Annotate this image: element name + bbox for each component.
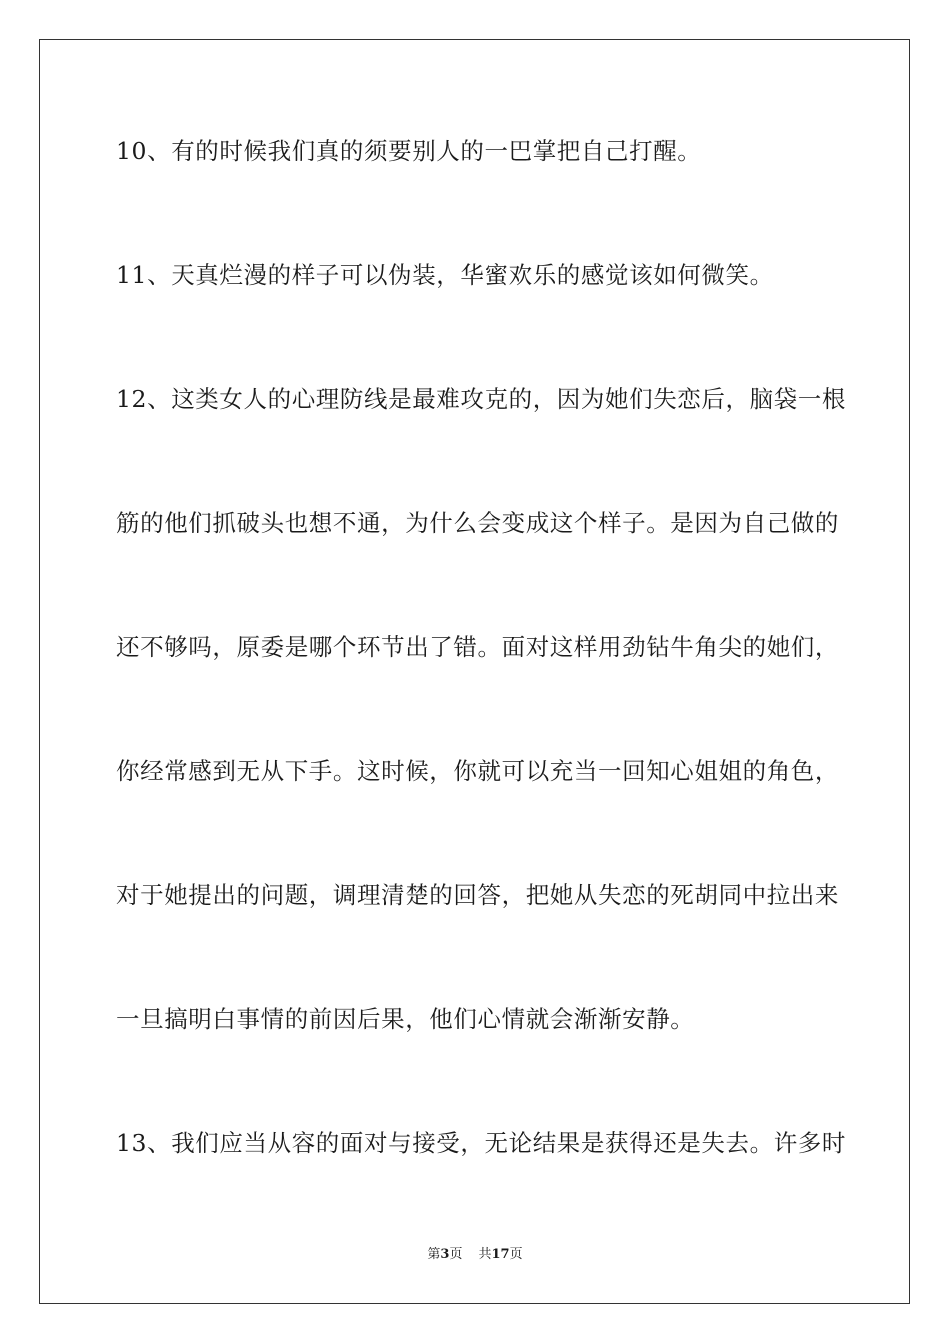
text-line-6: 你经常感到无从下手。这时候，你就可以充当一回知心姐姐的角色， bbox=[116, 757, 839, 785]
text-line-2: 11、天真烂漫的样子可以伪装，华蜜欢乐的感觉该如何微笑。 bbox=[116, 261, 774, 289]
total-pages-label: 共17页 bbox=[478, 1247, 523, 1262]
text-line-8: 一旦搞明白事情的前因后果，他们心情就会渐渐安静。 bbox=[116, 1005, 695, 1033]
page-footer bbox=[0, 1246, 950, 1264]
text-line-4: 筋的他们抓破头也想不通，为什么会变成这个样子。是因为自己做的 bbox=[116, 509, 839, 537]
text-line-1: 10、有的时候我们真的须要别人的一巴掌把自己打醒。 bbox=[116, 137, 702, 165]
text-line-3: 12、这类女人的心理防线是最难攻克的，因为她们失恋后，脑袋一根 bbox=[116, 385, 847, 413]
text-line-5: 还不够吗，原委是哪个环节出了错。面对这样用劲钻牛角尖的她们， bbox=[116, 633, 839, 661]
page-border bbox=[39, 39, 910, 1304]
page-number-label: 第3页 bbox=[427, 1247, 463, 1262]
text-line-7: 对于她提出的问题，调理清楚的回答，把她从失恋的死胡同中拉出来 bbox=[116, 881, 839, 909]
text-line-9: 13、我们应当从容的面对与接受，无论结果是获得还是失去。许多时 bbox=[116, 1129, 847, 1157]
